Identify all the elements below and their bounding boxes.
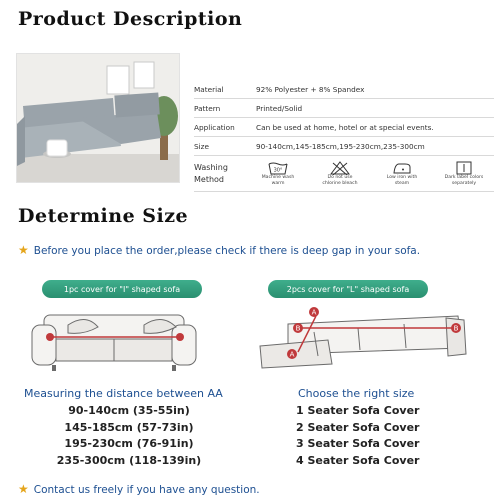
wash-instruction-text: Do not use chlorine bleach — [322, 175, 358, 186]
spec-label: Material — [194, 84, 224, 94]
contact-notice — [18, 482, 260, 496]
wash-instruction-text: Machine wash warm — [261, 175, 295, 186]
size-item: 145-185cm (57-73in) — [64, 420, 194, 434]
size-list — [24, 404, 234, 470]
spec-table — [194, 80, 494, 192]
wash-instruction-text: Low iron with steam — [386, 175, 418, 186]
wash-instruction — [380, 161, 424, 186]
spec-row-washing — [194, 156, 494, 192]
l-sofa-pill: 2pcs cover for "L" shaped sofa — [268, 280, 428, 298]
mark-a-top: A — [311, 308, 317, 317]
determine-size-title: Determine Size — [18, 205, 189, 227]
cover-item: 3 Seater Sofa Cover — [296, 437, 420, 450]
washing-label-line1: Washing — [194, 162, 228, 172]
single-sofa-pill: 1pc cover for "I" shaped sofa — [42, 280, 202, 298]
machine-wash-icon — [268, 161, 288, 175]
mark-b-left: B — [295, 324, 301, 333]
svg-text:30°: 30° — [273, 167, 283, 174]
i-sofa-diagram — [30, 305, 210, 375]
choose-heading: Choose the right size — [298, 387, 415, 400]
l-sofa-diagram — [258, 302, 468, 372]
measure-heading: Measuring the distance between AA — [24, 387, 223, 400]
spec-value: Can be used at home, hotel or at special events. — [256, 122, 434, 132]
size-item: 235-300cm (118-139in) — [56, 453, 202, 467]
spec-value: 92% Polyester + 8% Spandex — [256, 84, 365, 94]
star-icon: ★ — [18, 243, 29, 257]
cover-item: 4 Seater Sofa Cover — [296, 453, 420, 467]
spec-value: 90-140cm,145-185cm,195-230cm,235-300cm — [256, 141, 425, 151]
size-item: 195-230cm (76-91in) — [64, 437, 194, 450]
size-item: 90-140cm (35-55in) — [68, 404, 190, 417]
spec-label: Application — [194, 122, 235, 132]
spec-row-size — [194, 137, 494, 156]
wash-instruction — [318, 161, 362, 186]
wash-instruction — [442, 161, 486, 186]
order-notice — [18, 243, 420, 257]
line-dry-icon — [454, 161, 474, 175]
wash-instruction-text: Dark label colors separately — [444, 175, 484, 186]
star-icon: ★ — [18, 482, 29, 496]
cover-list — [296, 404, 419, 470]
spec-row-material — [194, 80, 494, 99]
contact-notice-text: Contact us freely if you have any question. — [33, 484, 260, 496]
mark-a-bottom: A — [289, 350, 295, 359]
no-bleach-icon — [330, 161, 350, 175]
spec-row-application — [194, 118, 494, 137]
spec-label: Size — [194, 141, 209, 151]
spec-value: Printed/Solid — [256, 103, 303, 113]
product-photo — [16, 53, 180, 183]
washing-label — [194, 162, 256, 186]
product-description-title: Product Description — [18, 8, 243, 30]
order-notice-text: Before you place the order,please check if there is deep gap in your sofa. — [33, 245, 421, 257]
wash-instruction — [256, 161, 300, 186]
cover-item: 2 Seater Sofa Cover — [296, 420, 420, 434]
cover-item: 1 Seater Sofa Cover — [296, 404, 420, 417]
washing-label-line2: Method — [194, 174, 225, 184]
spec-label: Pattern — [194, 103, 221, 113]
mark-b-right: B — [453, 324, 459, 333]
iron-low-icon — [392, 161, 412, 175]
spec-row-pattern — [194, 99, 494, 118]
